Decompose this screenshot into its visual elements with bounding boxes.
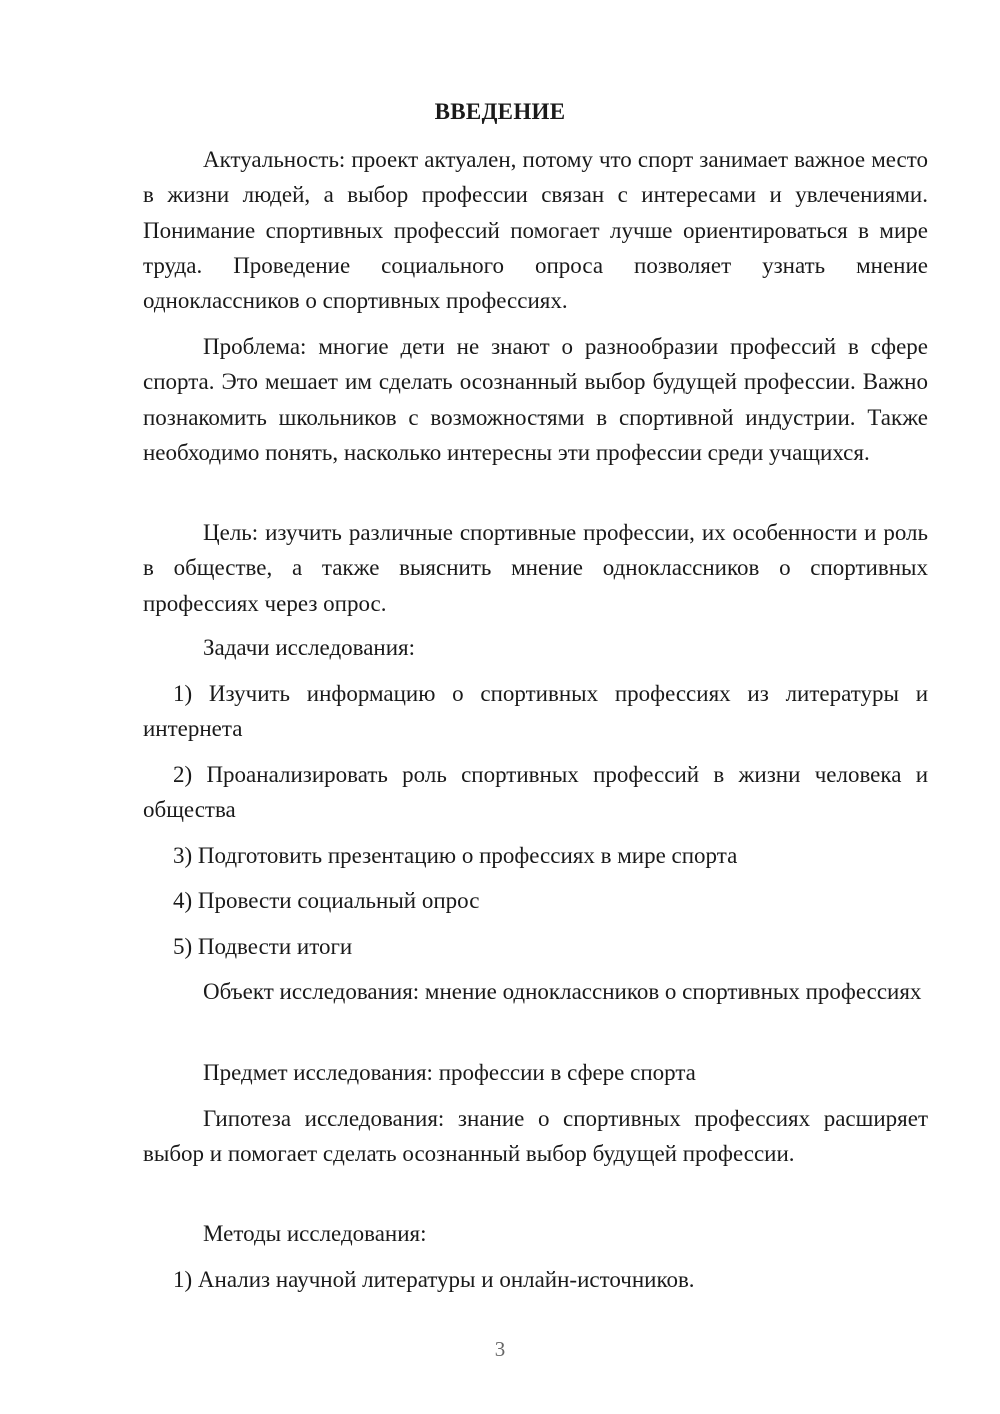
object-paragraph: Объект исследования: мнение одноклассников о спортивных профессиях <box>203 979 922 1004</box>
relevance-paragraph: Актуальность: проект актуален, потому что спорт занимает важное место в жизни людей, а выбор профессии связан с интересами и увлечениями. Понимание спортивных профессий помогает лучше ориентироваться в мире труда. Проведение социального опроса позволяет узнать мнение одноклассников о спортивных профессиях. <box>143 147 928 314</box>
page-number: 3 <box>494 1337 506 1361</box>
section-heading: ВВЕДЕНИЕ <box>434 99 566 124</box>
task-item: 2) Проанализировать роль спортивных профессий в жизни человека и общества <box>143 762 928 823</box>
methods-title: Методы исследования: <box>203 1221 427 1246</box>
subject-paragraph: Предмет исследования: профессии в сфере спорта <box>203 1060 696 1085</box>
method-item: 1) Анализ научной литературы и онлайн-источников. <box>173 1267 695 1292</box>
hypothesis-paragraph: Гипотеза исследования: знание о спортивных профессиях расширяет выбор и помогает сделать осознанный выбор будущей профессии. <box>143 1106 928 1167</box>
goal-paragraph: Цель: изучить различные спортивные профессии, их особенности и роль в обществе, а также выяснить мнение одноклассников о спортивных профессиях через опрос. <box>143 520 928 616</box>
task-item: 3) Подготовить презентацию о профессиях в мире спорта <box>173 843 738 868</box>
task-item: 4) Провести социальный опрос <box>173 888 480 913</box>
tasks-title: Задачи исследования: <box>203 635 416 660</box>
task-item: 1) Изучить информацию о спортивных профессиях из литературы и интернета <box>143 681 928 742</box>
problem-paragraph: Проблема: многие дети не знают о разнообразии профессий в сфере спорта. Это мешает им сделать осознанный выбор будущей профессии. Важно познакомить школьников с возможностями в спортивной индустрии. Также необходимо понять, насколько интересны эти профессии среди учащихся. <box>143 334 928 465</box>
task-item: 5) Подвести итоги <box>173 934 353 959</box>
